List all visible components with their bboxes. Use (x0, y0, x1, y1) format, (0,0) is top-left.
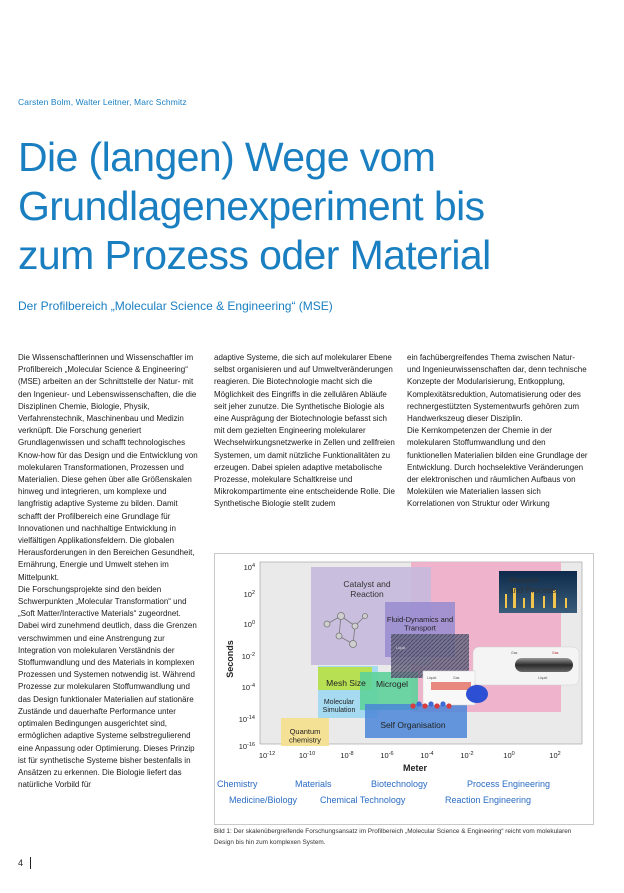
figure-caption: Bild 1: Der skalenübergreifende Forschungsansatz im Profilbereich „Molecular Science & Engineering“ reicht vom molekularen Design bis hin zum komplexen System. (214, 828, 572, 846)
x-axis-label: Meter (402, 763, 428, 773)
x-tick: $10^{-12}$ (258, 751, 276, 760)
paragraph: Die Forschungsprojekte sind den beiden Schwerpunkten „Molecular Transformation“ und „Soft Matter/Interactive Materials“ zugeordnet. Dabei wird zunehmend deutlich, dass die Grenzen verschwimmen und eine Anstrengung zur Integration von molekularen Verständnis der Stoffumwandlung und des Materials in komplexen Prozessen und Systemen notwendig ist. Während Prozesse zur molekularen Stoffumwandlung und das Design funktionaler Materialien auf stationäre Zustände und dauerhafte Performance unter optimalen Bedingungen ausgerichtet sind, ermöglichen adaptive Systeme selbstregulierend eine Anpassung oder Optimierung. Dieses Prinzip ist für synthetische Systeme bisher bestenfalls in Ansätzen zu erkennen. Die Biologie liefert das natürliche Vorbild für (18, 584, 197, 790)
y-tick: $10^{-4}$ (241, 683, 255, 692)
x-axis-ticks (259, 751, 561, 760)
label-catalyst-1: Catalyst and Reaction (343, 579, 391, 599)
page-number: 4 (18, 858, 24, 868)
discipline-chemical-technology: Chemical Technology (320, 795, 406, 805)
y-tick: $10^{-14}$ (238, 715, 255, 724)
body-column-1 (18, 352, 201, 791)
article-title (18, 133, 608, 280)
y-tick: $10^2$ (243, 590, 255, 599)
scale-diagram (215, 554, 593, 824)
pipe-icon (515, 658, 573, 672)
discipline-medicine-biology: Medicine/Biology (229, 795, 298, 805)
title-line: zum Prozess oder Material (18, 232, 491, 278)
body-column-3 (407, 352, 590, 511)
sphere-icon (466, 685, 488, 703)
x-tick: $10^{-4}$ (420, 751, 434, 760)
membrane-icon (431, 682, 471, 690)
label-microgel: Microgel (375, 679, 409, 689)
label-mesh: Mesh Size (326, 678, 366, 688)
y-axis-label: Seconds (225, 640, 235, 678)
scale-figure (214, 553, 594, 825)
label-molecular: Molecular Simulation (322, 699, 356, 715)
annotation-gas: Gas (511, 651, 518, 655)
x-tick: $10^{-2}$ (460, 751, 474, 760)
discipline-biotechnology: Biotechnology (371, 779, 428, 789)
label-selforg: Self Organisation (380, 720, 446, 730)
y-tick: $10^{-2}$ (241, 652, 255, 661)
title-line: Die (langen) Wege vom (18, 134, 436, 180)
y-axis-ticks (239, 563, 255, 751)
annotation-gas: Gas (552, 651, 559, 655)
x-tick: $10^{-8}$ (340, 751, 354, 760)
label-fluid: Fluid-Dynamics and Transport (386, 615, 454, 633)
body-column-2 (214, 352, 395, 511)
title-line: Grundlagenexperiment bis (18, 183, 485, 229)
article-subtitle: Der Profilbereich „Molecular Science & Engineering“ (MSE) (18, 299, 333, 313)
page-number-divider (30, 857, 31, 869)
annotation-liquid: Liquid (427, 676, 437, 680)
label-quantum: Quantum chemistry (288, 727, 322, 745)
x-tick: $10^2$ (549, 751, 561, 760)
paragraph: ein fachübergreifendes Thema zwischen Natur- und Ingenieurwissenschaften dar, denn technische Konzepte der Modularisierung, Entkopplung, Komplexitätsreduktion, Automatisierung oder des rechnergestützten Systementwurfs gehören zum Handwerkszeug dieser Disziplin. (407, 353, 587, 424)
x-tick: $10^0$ (503, 751, 515, 760)
label-reactor: Reactor and Process (509, 575, 557, 595)
annotation-liquid: Liquid (396, 646, 406, 650)
disciplines (217, 779, 550, 805)
annotation-liquid: Liquid (538, 676, 548, 680)
y-tick: $10^4$ (243, 563, 255, 572)
x-tick: $10^{-6}$ (380, 751, 394, 760)
paragraph: adaptive Systeme, die sich auf molekularer Ebene selbst organisieren und auf Umweltveränderungen reagieren. Die Biotechnologie macht sich die Möglichkeit des Eingriffs in die zellulären Abläufe seit jeher zunutze. Die Synthetische Biologie als eine Ausprägung der Biotechnologie befasst sich mit dem gezielten Engineering molekularer Wechselwirkungsnetzwerke in Zellen und zellfreien Systemen, um damit nützliche Funktionalitäten zu erzeugen. Dabei spielen adaptive metabolische Prozesse, molekulare Schaltkreise und Mikrokompartimente eine entscheidende Rolle. Die Synthetische Biologie stellt zudem (214, 353, 395, 509)
discipline-process-engineering: Process Engineering (467, 779, 551, 789)
annotation-gas: Gas (453, 676, 460, 680)
paragraph: Die Kernkompetenzen der Chemie in der molekularen Stoffumwandlung und den funktionellen Materialien bilden eine Grundlage der Entwicklung. Durch hochselektive Veränderungen der elektronischen und räumlichen Aufbaus von Molekülen wie Materialien lassen sich Korrelationen von Struktur oder Wirkung (407, 426, 588, 509)
discipline-materials: Materials (295, 779, 332, 789)
paragraph: Die Wissenschaftlerinnen und Wissenschaftler im Profilbereich „Molecular Science & Engineering“ (MSE) arbeiten an der Schnittstelle der Natur- mit den Ingenieur- und Lebenswissenschaften, die die Disziplinen Chemie, Biologie, Physik, Verfahrenstechnik, Maschinenbau und Medizin verknüpft. Die Forschung generiert Grundlagenwissen und schafft technologisches Know-how für das Design und die Entwicklung von molekularen Transformationen, Prozessen und Materialien. Diese gehen über alle Größenskalen hinweg und integrieren, um komplexe und langfristig adaptive Systeme zu bilden. Damit schafft der Profilbereich eine Grundlage für Innovationen und nachhaltige Entwicklung in vielfältigen Applikationsfeldern. Die globalen Herausforderungen in den Bereichen Gesundheit, Ernährung, Energie und Umwelt stehen im Mittelpunkt. (18, 353, 198, 582)
authors-line: Carsten Bolm, Walter Leitner, Marc Schmitz (18, 97, 187, 107)
y-tick: $10^{-16}$ (238, 742, 255, 751)
y-tick: $10^0$ (243, 620, 255, 629)
discipline-reaction-engineering: Reaction Engineering (445, 795, 532, 805)
x-tick: $10^{-10}$ (298, 751, 316, 760)
discipline-chemistry: Chemistry (217, 779, 258, 789)
